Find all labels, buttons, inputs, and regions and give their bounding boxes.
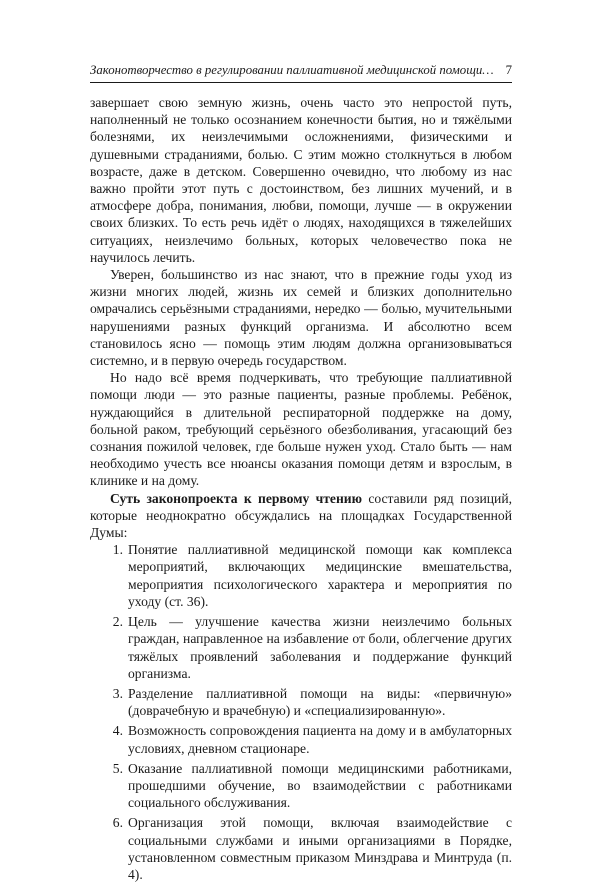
- list-item: [90, 814, 512, 883]
- paragraph-lead: [90, 490, 512, 542]
- list-item-number: 1.: [112, 542, 123, 558]
- header-title: Законотворчество в регулировании паллиативной медицинской помощи…: [90, 63, 494, 77]
- list-item-text: Организация этой помощи, включая взаимодействие с социальными службами и иными организациями в Порядке, установленном совместным приказом Минздрава и Минтруда (п. 4).: [128, 815, 512, 882]
- list-item: [90, 541, 512, 610]
- list-item-text: Оказание паллиативной помощи медицинскими работниками, прошедшими обучение, во взаимодействии с работниками социального обслуживания.: [128, 760, 512, 811]
- list-item-text: Цель — улучшение качества жизни неизлечимо больных граждан, направленное на избавление от боли, облегчение других тяжёлых проявлений заболевания и поддержание функций организма.: [128, 614, 512, 681]
- paragraph-1: завершает свою земную жизнь, очень часто это непростой путь, наполненный не только осознанием конечности бытия, но и тяжёлыми болезнями, их неизлечимыми осложнениями, физическими и душевными страданиями, болью. С этим можно столкнуться в любом возрасте, даже в детском. Совершенно очевидно, что любому из нас важно пройти этот путь с достоинством, без лишних мучений, и в атмосфере добра, понимания, любви, помощи, лучше — в окружении своих близких. То есть речь идёт о людях, находящихся в тяжелейших ситуациях, неизлечимо больных, которых человечество пока не научилось лечить.: [90, 95, 512, 265]
- list-item-number: 2.: [112, 614, 123, 630]
- list-item: [90, 685, 512, 719]
- paragraph-2: Уверен, большинство из нас знают, что в прежние годы уход из жизни многих людей, жизнь их семей и близких дополнительно омрачались серьёзными страданиями, нередко — болью, мучительными нарушениями разных функций организма. И абсолютно всем становилось ясно — помощь этим людям должна организовываться системно, и в первую очередь государством.: [90, 267, 512, 369]
- list-item-number: 4.: [112, 723, 123, 739]
- lead-rest: составили ряд позиций, которые неоднократно обсуждались на площадках Государственной Думы:: [90, 490, 512, 541]
- list-item-text: Понятие паллиативной медицинской помощи как комплекса мероприятий, включающих медицинские вмешательства, мероприятия психологического характера и мероприятия по уходу (ст. 36).: [128, 542, 512, 609]
- paragraph-3: Но надо всё время подчеркивать, что требующие паллиативной помощи люди — это разные пациенты, разные проблемы. Ребёнок, нуждающийся в длительной респираторной поддержке на дому, больной раком, требующий серьёзного обезболивания, угасающий без сознания пожилой человек, где больше нужен уход. Стало быть — нам необходимо учесть все нюансы оказания помощи детям и взрослым, в клинике и на дому.: [90, 370, 512, 489]
- list-item-text: Разделение паллиативной помощи на виды: «первичную» (доврачебную и врачебную) и «специализированную».: [128, 685, 512, 719]
- running-header: [90, 62, 512, 83]
- lead-bold-phrase: Суть законопроекта к первому чтению: [110, 490, 363, 506]
- body-text: [90, 94, 512, 886]
- list-item-text: Возможность сопровождения пациента на дому и в амбулаторных условиях, дневном стационаре.: [128, 723, 512, 756]
- list-item: [90, 613, 512, 682]
- list-item-number: 6.: [112, 815, 123, 831]
- list-item-number: 3.: [112, 685, 123, 701]
- page-number: 7: [505, 63, 512, 77]
- list-item: [90, 722, 512, 756]
- list-item-number: 5.: [112, 760, 123, 776]
- list-item: [90, 760, 512, 812]
- provisions-list: [90, 541, 512, 883]
